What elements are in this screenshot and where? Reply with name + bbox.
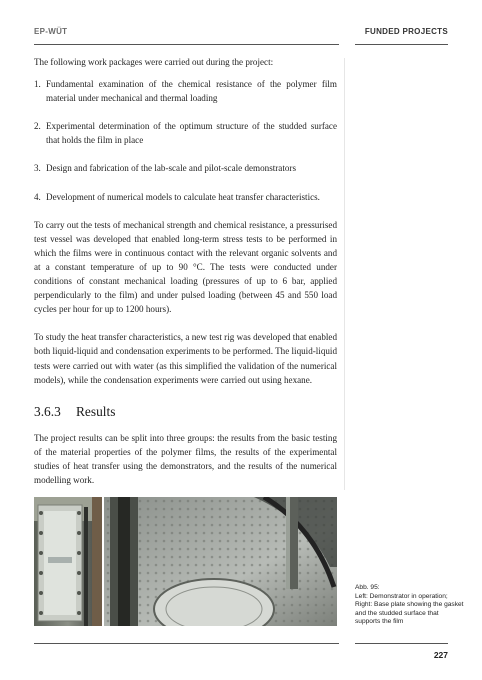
list-item xyxy=(34,161,337,175)
section-title: Results xyxy=(76,403,116,419)
base-plate-photo xyxy=(104,497,337,626)
figure-caption xyxy=(355,584,465,627)
running-header-right: FUNDED PROJECTS xyxy=(364,27,448,36)
demonstrator-photo xyxy=(34,497,102,626)
body-paragraph-3: The project results can be split into three groups: the results from the basic testing of the material properties of the polymer films, the results of the experimental studies of heat transfer using the demonstrators, and the results of the numerical modelling work. xyxy=(34,432,337,485)
list-text: Experimental determination of the optimum structure of the studded surface that holds the film in place xyxy=(46,121,337,146)
list-number: 1. xyxy=(34,79,41,90)
main-column xyxy=(34,55,337,487)
section-heading xyxy=(34,403,337,421)
caption-line-1: Left: Demonstrator in operation; xyxy=(355,592,448,600)
list-number: 2. xyxy=(34,121,41,132)
header-rule-left xyxy=(34,44,339,45)
intro-text: The following work packages were carried out during the project: xyxy=(34,57,274,67)
list-text: Development of numerical models to calculate heat transfer characteristics. xyxy=(46,191,320,202)
caption-line-2: Right: Base plate showing the gasket and the studded surface that supports the film xyxy=(355,601,464,626)
body-paragraph-2: To study the heat transfer characteristics, a new test rig was developed that enabled both liquid-liquid and condensation experiments to be performed. The liquid-liquid tests were carried out with water (as this simplified the validation of the numerical models), while the condensation experiments were carried out using hexane. xyxy=(34,332,337,385)
list-item xyxy=(34,77,337,105)
list-number: 4. xyxy=(34,191,41,202)
list-item xyxy=(34,190,337,204)
list-item xyxy=(34,119,337,147)
caption-label: Abb. 95: xyxy=(355,584,380,591)
body-paragraph-1: To carry out the tests of mechanical strength and chemical resistance, a pressurised test vessel was developed that enabled long-term stress tests to be performed in which the films were in continuous contact with the relevant organic solvents and at a constant temperature of up to 90 °C. The tests were conducted under conditions of constant mechanical loading (pressures of up to 6 bar, applied perpendicularly to the film) and under pulsed loading (between 45 and 550 load cycles per hour for up to 1200 hours). xyxy=(34,219,337,315)
column-divider xyxy=(344,58,345,490)
header-rule-right xyxy=(355,44,448,45)
footer-rule-right xyxy=(355,643,448,644)
list-number: 3. xyxy=(34,163,41,174)
work-package-list xyxy=(34,77,337,204)
page-number: 227 xyxy=(433,650,448,660)
section-number: 3.6.3 xyxy=(34,403,61,419)
list-text: Design and fabrication of the lab-scale and pilot-scale demonstrators xyxy=(46,163,296,174)
list-text: Fundamental examination of the chemical resistance of the polymer film material under mechanical and thermal loading xyxy=(46,79,337,104)
running-header-left: EP-WÜT xyxy=(34,27,68,36)
footer-rule-left xyxy=(34,643,339,644)
figure-95 xyxy=(34,497,337,626)
